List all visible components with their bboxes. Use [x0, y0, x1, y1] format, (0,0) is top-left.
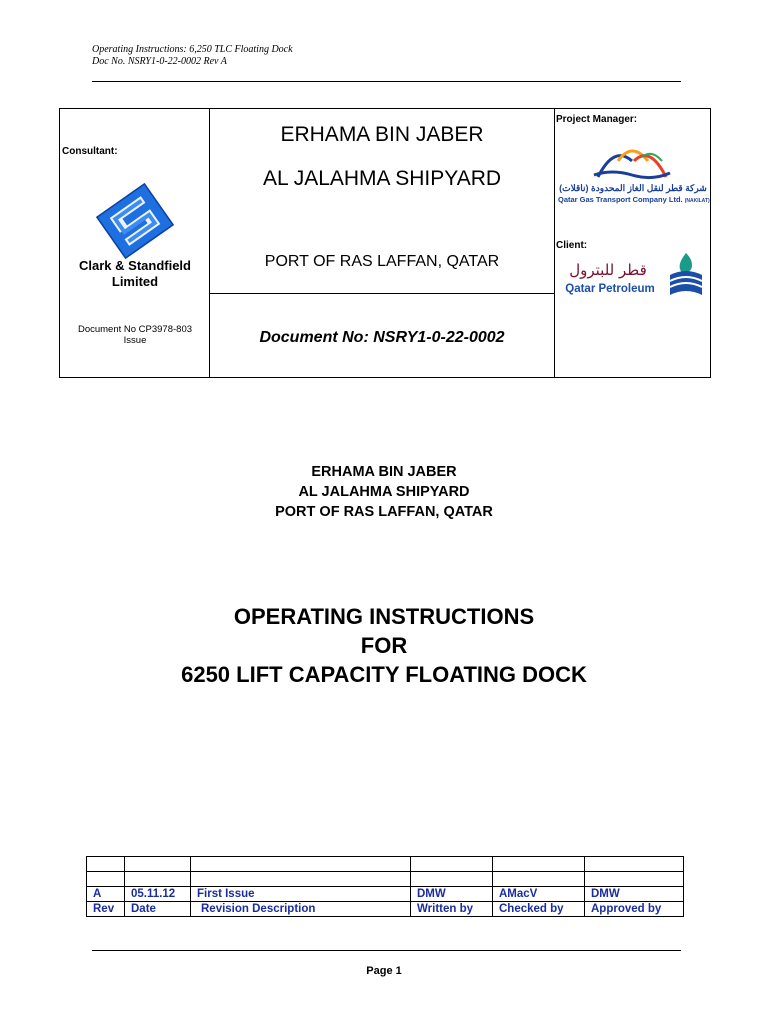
- table-row: [87, 887, 684, 902]
- subtitle-line2: AL JALAHMA SHIPYARD: [298, 484, 470, 500]
- table-cell: [493, 872, 585, 887]
- column-header-written-by: Written by: [411, 902, 493, 917]
- table-cell: DMW: [585, 887, 684, 902]
- table-cell: A: [87, 887, 125, 902]
- revision-table: [86, 856, 684, 917]
- subtitle-block: [0, 462, 768, 522]
- nakilat-english-line: Qatar Gas Transport Company Ltd.: [558, 195, 683, 204]
- consultant-document-number: [60, 324, 210, 346]
- nakilat-english-name: [558, 195, 710, 204]
- consultant-label: Consultant:: [62, 146, 118, 157]
- table-cell: [191, 857, 411, 872]
- table-cell: First Issue: [191, 887, 411, 902]
- table-cell: AMacV: [493, 887, 585, 902]
- table-cell: [493, 857, 585, 872]
- table-cell: [585, 857, 684, 872]
- table-cell: [87, 857, 125, 872]
- qp-english-name: Qatar Petroleum: [565, 283, 655, 295]
- table-cell: 05.11.12: [125, 887, 191, 902]
- cover-divider-right: [554, 109, 555, 377]
- qatar-petroleum-logo: [666, 251, 706, 299]
- main-title-line1: OPERATING INSTRUCTIONS: [233, 604, 535, 629]
- subtitle-line1: ERHAMA BIN JABER: [311, 464, 457, 480]
- column-header-checked-by: Checked by: [493, 902, 585, 917]
- consultant-name-line2: Limited: [111, 274, 159, 289]
- consultant-doc-line1: Document No CP3978-803: [77, 324, 193, 335]
- table-cell: [411, 872, 493, 887]
- qp-arabic-name: قطر للبترول: [569, 261, 647, 279]
- cover-block: [59, 108, 711, 378]
- column-header-date: Date: [125, 902, 191, 917]
- nakilat-arabic-name: شركة قطر لنقل الغاز المحدودة (ناقلات): [559, 183, 707, 193]
- table-row: [87, 857, 684, 872]
- column-header-description: Revision Description: [191, 902, 411, 917]
- cover-title-line2: AL JALAHMA SHIPYARD: [262, 167, 502, 190]
- cover-location: PORT OF RAS LAFFAN, QATAR: [264, 253, 500, 270]
- table-cell: [125, 857, 191, 872]
- header-title: Operating Instructions: 6,250 TLC Floating Dock: [92, 44, 293, 55]
- subtitle-line3: PORT OF RAS LAFFAN, QATAR: [275, 504, 493, 520]
- main-title-line2: FOR: [360, 633, 408, 658]
- main-title-line3: 6250 LIFT CAPACITY FLOATING DOCK: [181, 662, 587, 687]
- consultant-name-line1: Clark & Standfield: [79, 258, 191, 273]
- cover-title-line1: ERHAMA BIN JABER: [280, 123, 484, 146]
- table-cell: [87, 872, 125, 887]
- cover-document-number: Document No: NSRY1-0-22-0002: [259, 329, 505, 346]
- table-cell: [191, 872, 411, 887]
- footer-rule: [92, 950, 681, 951]
- table-header-row: [87, 902, 684, 917]
- table-cell: [411, 857, 493, 872]
- clark-standfield-logo: [94, 182, 176, 260]
- consultant-name: [60, 258, 210, 290]
- table-cell: [125, 872, 191, 887]
- column-header-rev: Rev: [87, 902, 125, 917]
- table-cell: DMW: [411, 887, 493, 902]
- document-main-title: [0, 602, 768, 689]
- header-doc-number: Doc No. NSRY1-0-22-0002 Rev A: [92, 56, 227, 67]
- table-row: [87, 872, 684, 887]
- header-rule: [92, 81, 681, 82]
- nakilat-logo: [592, 139, 672, 181]
- project-manager-label: Project Manager:: [556, 114, 638, 125]
- client-label: Client:: [556, 240, 588, 251]
- page-number: Page 1: [366, 965, 402, 977]
- cover-divider-horizontal: [210, 293, 554, 294]
- consultant-doc-line2: Issue: [123, 335, 147, 346]
- column-header-approved-by: Approved by: [585, 902, 684, 917]
- table-cell: [585, 872, 684, 887]
- nakilat-short-name: (NAKILAT): [684, 198, 710, 204]
